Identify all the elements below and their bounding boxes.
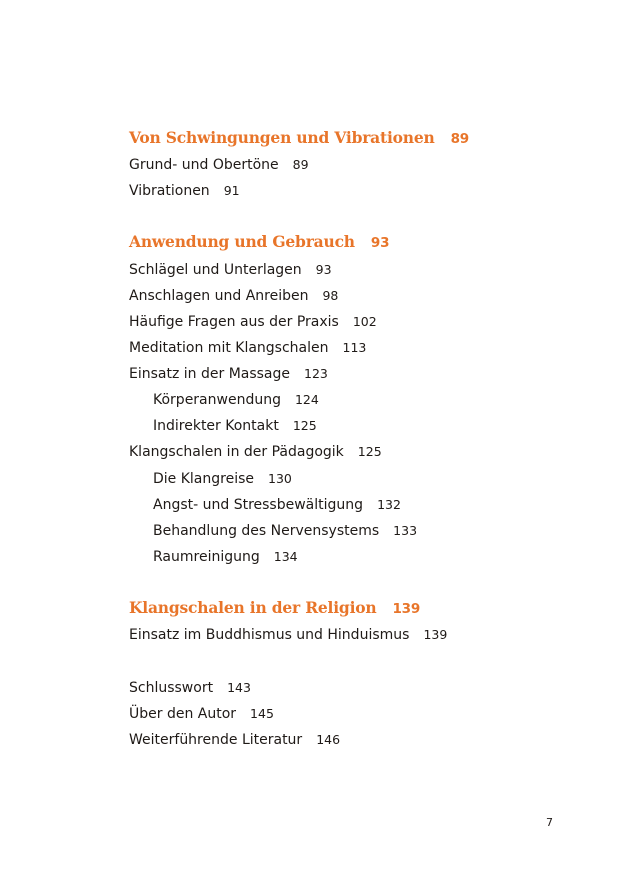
entry-title: Die Klangreise xyxy=(153,471,255,487)
toc-subentry xyxy=(153,496,401,514)
entry-title: Körperanwendung xyxy=(153,392,281,408)
entry-page-number: 93 xyxy=(315,262,332,277)
entry-page-number: 89 xyxy=(292,157,309,172)
entry-title: Einsatz in der Massage xyxy=(129,366,291,382)
section-page-number: 93 xyxy=(370,235,390,251)
entry-page-number: 143 xyxy=(227,680,251,695)
entry-title: Schlusswort xyxy=(129,680,214,696)
toc-subentry xyxy=(153,391,319,409)
entry-page-number: 125 xyxy=(292,418,317,433)
toc-subentry xyxy=(153,417,317,435)
entry-page-number: 133 xyxy=(393,523,418,538)
entry-title: Schlägel und Unterlagen xyxy=(129,262,302,278)
entry-title: Anschlagen und Anreiben xyxy=(129,288,309,304)
entry-page-number: 124 xyxy=(294,392,319,407)
section-page-number: 89 xyxy=(450,131,469,147)
entry-page-number: 134 xyxy=(273,549,298,564)
toc-entry xyxy=(129,313,377,331)
entry-page-number: 102 xyxy=(352,314,377,329)
entry-page-number: 145 xyxy=(250,706,274,721)
section-page-number: 139 xyxy=(392,601,421,617)
entry-page-number: 146 xyxy=(316,732,341,747)
entry-title: Weiterführende Literatur xyxy=(129,732,303,748)
entry-title: Meditation mit Klangschalen xyxy=(129,340,329,356)
section-title: Klangschalen in der Religion xyxy=(129,598,377,617)
entry-title: Behandlung des Nervensystems xyxy=(153,523,380,539)
entry-title: Vibrationen xyxy=(129,183,210,199)
section-heading-schwingungen xyxy=(129,128,469,149)
toc-entry xyxy=(129,365,328,383)
toc-subentry xyxy=(153,548,298,566)
toc-entry xyxy=(129,287,338,305)
entry-page-number: 139 xyxy=(423,627,448,642)
entry-title: Indirekter Kontakt xyxy=(153,418,279,434)
toc-entry xyxy=(129,626,447,644)
section-heading-anwendung xyxy=(129,232,389,253)
toc-subentry xyxy=(153,522,417,540)
entry-page-number: 132 xyxy=(377,497,401,512)
toc-entry xyxy=(129,705,274,723)
entry-title: Über den Autor xyxy=(129,706,237,722)
entry-page-number: 91 xyxy=(223,183,240,198)
entry-title: Häufige Fragen aus der Praxis xyxy=(129,314,339,330)
section-title: Anwendung und Gebrauch xyxy=(129,232,355,251)
toc-entry xyxy=(129,443,382,461)
entry-title: Einsatz im Buddhismus und Hinduismus xyxy=(129,627,410,643)
entry-page-number: 130 xyxy=(268,471,292,486)
page-number: 7 xyxy=(546,816,553,829)
entry-page-number: 123 xyxy=(304,366,328,381)
toc-entry xyxy=(129,731,340,749)
entry-title: Angst- und Stressbewältigung xyxy=(153,497,364,513)
toc-entry xyxy=(129,261,332,279)
entry-page-number: 113 xyxy=(342,340,367,355)
section-title: Von Schwingungen und Vibrationen xyxy=(129,128,435,147)
entry-title: Raumreinigung xyxy=(153,549,260,565)
section-heading-religion xyxy=(129,598,420,619)
entry-title: Klangschalen in der Pädagogik xyxy=(129,444,344,460)
toc-subentry xyxy=(153,470,292,488)
toc-entry xyxy=(129,182,240,200)
toc-entry xyxy=(129,339,366,357)
entry-page-number: 125 xyxy=(357,444,382,459)
entry-page-number: 98 xyxy=(322,288,339,303)
toc-entry xyxy=(129,679,251,697)
toc-entry xyxy=(129,156,309,174)
entry-title: Grund- und Obertöne xyxy=(129,157,279,173)
